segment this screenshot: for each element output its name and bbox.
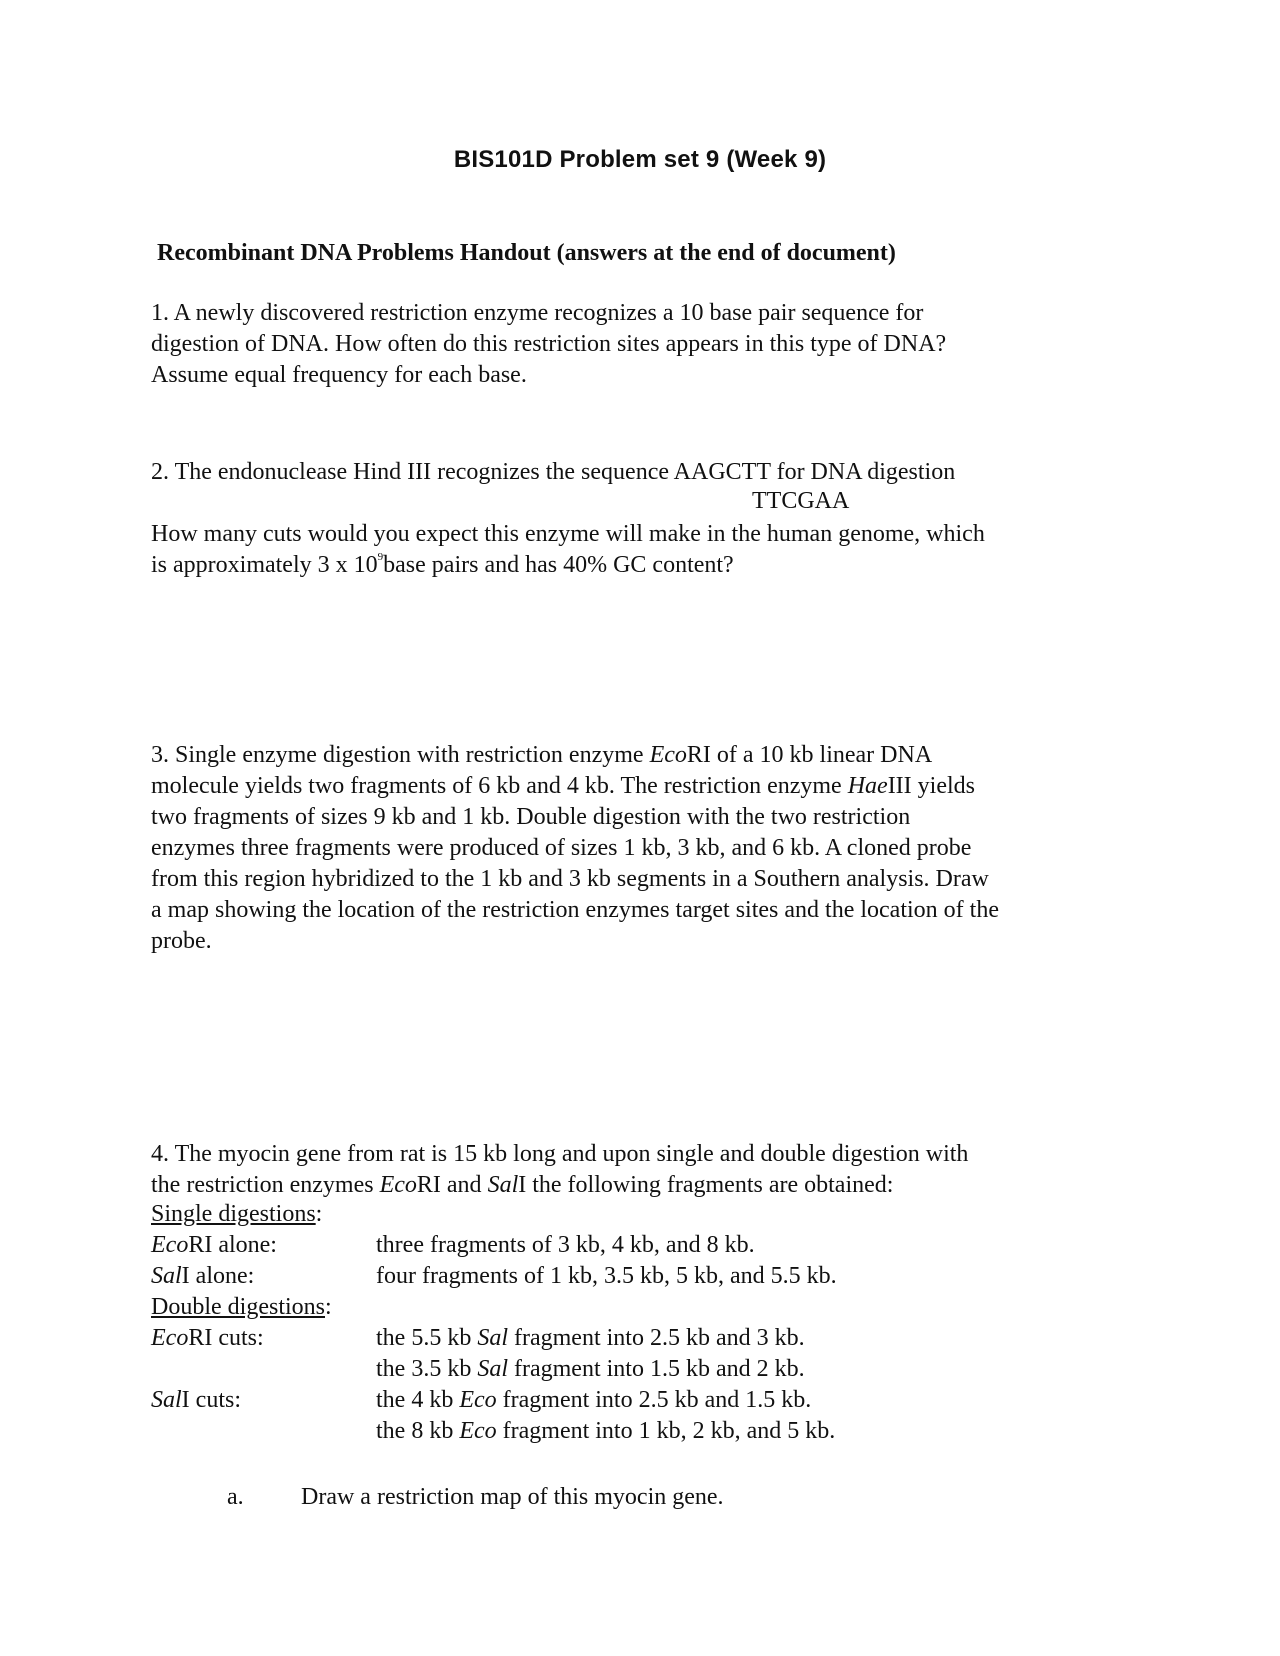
text: RI of a 10 kb linear DNA	[686, 742, 933, 768]
enzyme-name: Sal	[151, 1263, 182, 1289]
enzyme-name: Eco	[649, 742, 687, 768]
text: I alone:	[181, 1263, 255, 1289]
colon: :	[315, 1201, 323, 1227]
row-label	[151, 1232, 277, 1259]
question-3-line: probe.	[151, 928, 212, 954]
question-2-text: 2. The endonuclease Hind III recognizes the sequence AAGCTT for DNA digestion	[151, 459, 956, 485]
enzyme-name: Eco	[459, 1418, 497, 1444]
row-value	[376, 1356, 805, 1383]
colon: :	[325, 1294, 332, 1320]
enzyme-name: Sal	[151, 1387, 182, 1413]
text: the 4 kb	[376, 1387, 460, 1413]
text: I the following fragments are obtained:	[518, 1172, 894, 1198]
row-label	[151, 1325, 264, 1352]
question-1	[151, 298, 1141, 391]
text: RI cuts:	[188, 1325, 264, 1351]
text: III yields	[887, 773, 975, 799]
question-1-line: 1. A newly discovered restriction enzyme recognizes a 10 base pair sequence for	[151, 300, 924, 326]
text: fragment into 1 kb, 2 kb, and 5 kb.	[496, 1418, 836, 1444]
text: I cuts:	[181, 1387, 241, 1413]
enzyme-name: Sal	[477, 1356, 508, 1382]
question-2-line-1	[151, 457, 1141, 488]
question-3-line: enzymes three fragments were produced of sizes 1 kb, 3 kb, and 6 kb. A cloned probe	[151, 835, 972, 861]
row-value	[376, 1325, 805, 1352]
text: RI and	[416, 1172, 488, 1198]
question-2-text: is approximately 3 x 10	[151, 552, 378, 578]
enzyme-name: Eco	[459, 1387, 497, 1413]
question-4-line: 4. The myocin gene from rat is 15 kb long and upon single and double digestion with	[151, 1141, 969, 1167]
question-2-line: How many cuts would you expect this enzyme will make in the human genome, which	[151, 521, 985, 547]
question-1-line: Assume equal frequency for each base.	[151, 362, 527, 388]
handout-subtitle: Recombinant DNA Problems Handout (answers at the end of document)	[157, 240, 896, 266]
enzyme-name: Eco	[151, 1325, 189, 1351]
complement-sequence: TTCGAA	[752, 488, 850, 514]
heading-text	[151, 1201, 322, 1228]
question-3-line	[151, 771, 1141, 802]
row-value: four fragments of 1 kb, 3.5 kb, 5 kb, and 5.5 kb.	[376, 1263, 837, 1289]
question-2-text: base pairs and has 40% GC content?	[383, 552, 734, 578]
text: molecule yields two fragments of 6 kb and 4 kb. The restriction enzyme	[151, 773, 848, 799]
subquestion-a-label: a.	[227, 1484, 244, 1510]
row-label	[151, 1263, 254, 1290]
question-3	[151, 740, 1141, 957]
question-4-line	[151, 1170, 1141, 1201]
text: RI alone:	[188, 1232, 277, 1258]
row-value	[376, 1418, 835, 1445]
text: fragment into 1.5 kb and 2 kb.	[508, 1356, 805, 1382]
question-1-line: digestion of DNA. How often do this restriction sites appears in this type of DNA?	[151, 331, 947, 357]
enzyme-name: Sal	[487, 1172, 519, 1198]
page-title: BIS101D Problem set 9 (Week 9)	[453, 146, 827, 173]
question-2-line	[151, 550, 1141, 581]
enzyme-name: Eco	[379, 1172, 417, 1198]
enzyme-name: Sal	[477, 1325, 508, 1351]
text: the 5.5 kb	[376, 1325, 478, 1351]
heading-label: Single digestions	[151, 1201, 316, 1227]
enzyme-name: Hae	[847, 773, 888, 799]
question-2	[151, 519, 1141, 581]
enzyme-name: Eco	[151, 1232, 189, 1258]
text: fragment into 2.5 kb and 1.5 kb.	[496, 1387, 812, 1413]
question-3-line: from this region hybridized to the 1 kb and 3 kb segments in a Southern analysis. Draw	[151, 866, 989, 892]
question-3-line: a map showing the location of the restriction enzymes target sites and the location of the	[151, 897, 999, 923]
question-3-line: two fragments of sizes 9 kb and 1 kb. Double digestion with the two restriction	[151, 804, 911, 830]
row-value	[376, 1387, 811, 1414]
row-value: three fragments of 3 kb, 4 kb, and 8 kb.	[376, 1232, 755, 1258]
heading-label: Double digestions	[151, 1294, 325, 1320]
text: the 8 kb	[376, 1418, 460, 1444]
question-3-line	[151, 740, 1141, 771]
question-4-intro	[151, 1139, 1141, 1201]
text: the restriction enzymes	[151, 1172, 380, 1198]
text: the 3.5 kb	[376, 1356, 478, 1382]
subquestion-a-text: Draw a restriction map of this myocin gene.	[301, 1484, 724, 1510]
row-label	[151, 1387, 241, 1414]
text: 3. Single enzyme digestion with restriction enzyme	[151, 742, 650, 768]
exponent: 9	[377, 551, 384, 563]
text: fragment into 2.5 kb and 3 kb.	[508, 1325, 805, 1351]
heading-text	[151, 1294, 332, 1321]
